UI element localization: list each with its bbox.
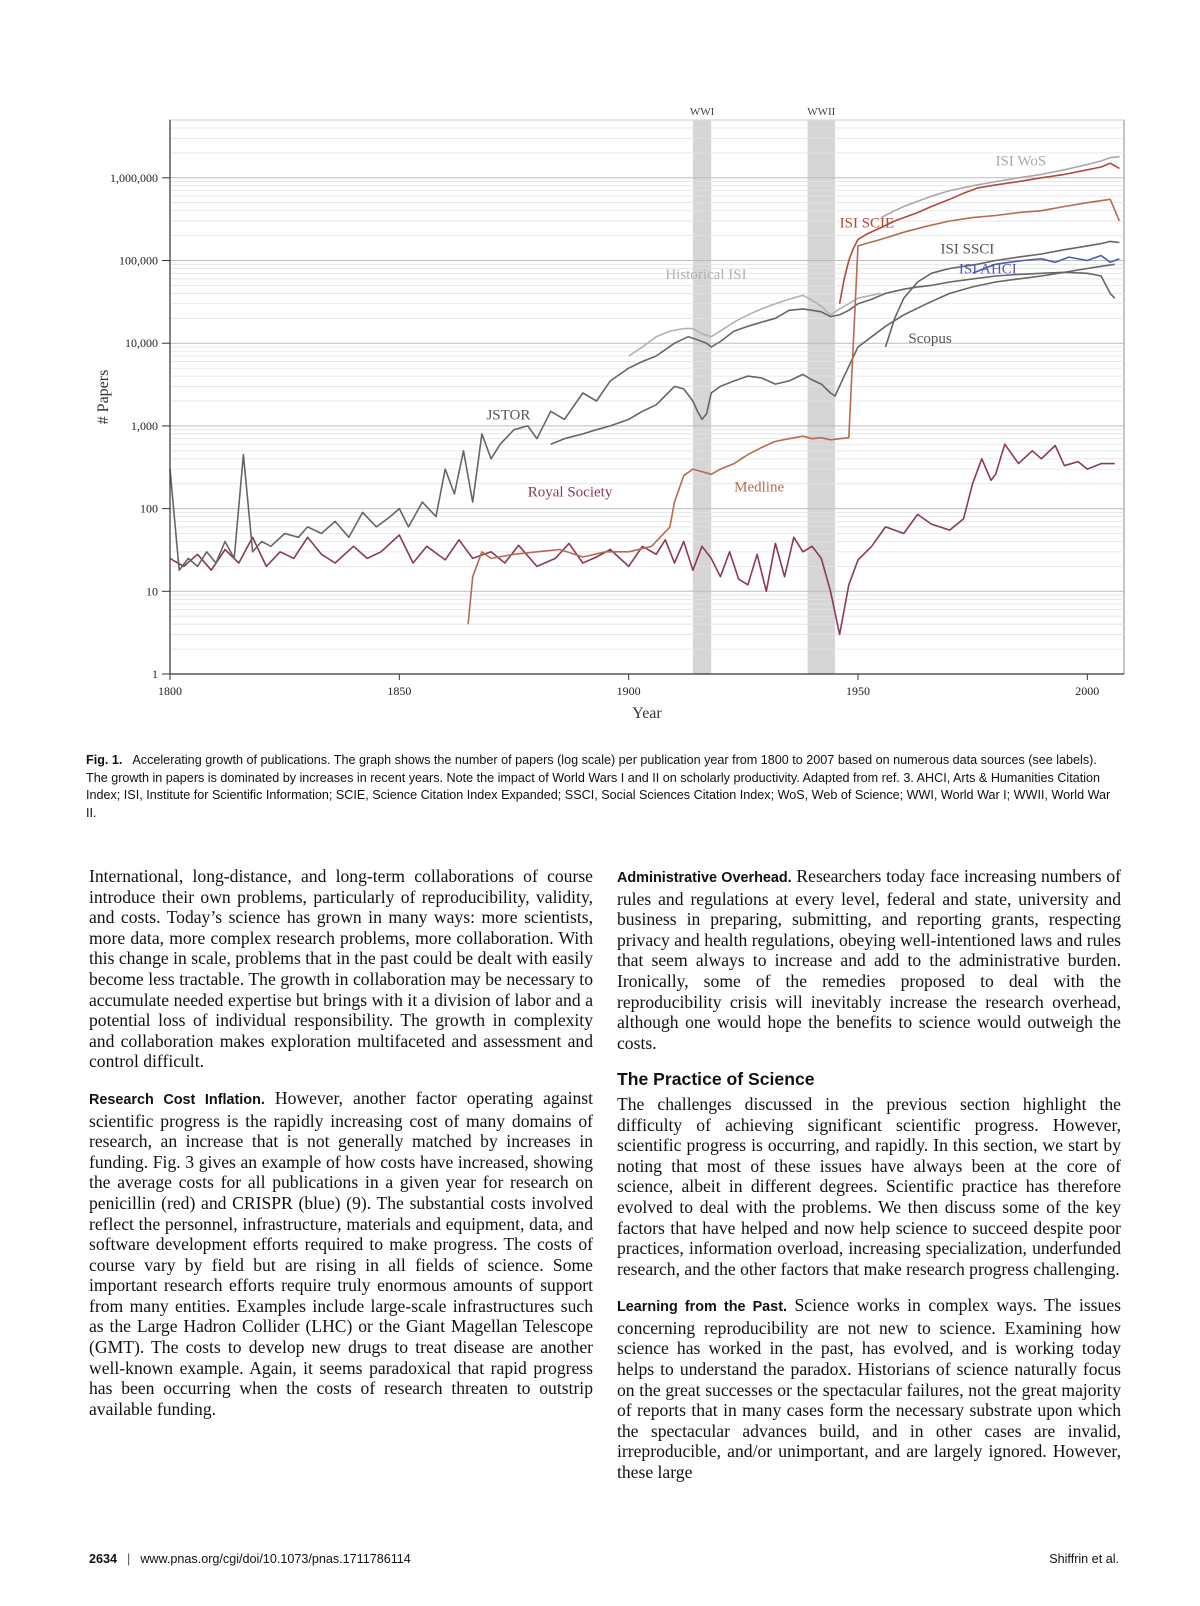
x-tick-label: 2000 — [1075, 684, 1100, 698]
series-label-medline: Medline — [734, 479, 785, 496]
figure-label: Fig. 1. — [86, 753, 123, 767]
doi-link[interactable]: www.pnas.org/cgi/doi/10.1073/pnas.1711786114 — [140, 1552, 411, 1566]
paragraph-text: However, another factor operating against scientific progress is the rapidly increasing cost of many domains of research, an increase that is not generally matched by increases in funding. Fig. 3 gives an example of how costs have increased, showing the average costs for all publications in a given year for research on penicillin (red) and CRISPR (blue) (9). The substantial costs involved reflect the personnel, infrastructure, materials and equipment, data, and software development efforts required to make progress. The costs of course vary by field but are rising in all fields of science. Some important research efforts require truly enormous amounts of support from many entities. Examples include large-scale infrastructures such as the Large Hadron Collider (LHC) or the Giant Magellan Telescope (GMT). The costs to develop new drugs to treat disease are another well-known example. Again, it seems paradoxical that rapid progress has been occurring when the costs of research threaten to outstrip available funding. — [89, 1087, 593, 1419]
paragraph-text: Science works in complex ways. The issues concerning reproducibility are not new to science. Examining how science has worked in the past, has evolved, and is working today helps to understand the paradox. Historians of science naturally focus on the great successes or the spectacular failures, not the great majority of reports that in many cases form the necessary substrate upon which the spectacular advances build, and in other cases are invalid, irreproducible, and/or unimportant, and are largely ignored. However, these large — [617, 1295, 1121, 1483]
y-tick-label: 10 — [146, 584, 158, 599]
y-tick-label: 10,000 — [125, 336, 158, 351]
y-tick-label: 100,000 — [119, 253, 158, 268]
y-tick-label: 100 — [140, 501, 158, 516]
page-footer — [89, 1552, 1119, 1566]
section-heading: The Practice of Science — [617, 1069, 815, 1090]
figure-caption — [86, 752, 1116, 822]
paragraph — [89, 1088, 593, 1420]
y-tick-label: 1,000 — [131, 418, 158, 433]
paragraph — [617, 1295, 1121, 1482]
x-tick-label: 1800 — [158, 684, 182, 698]
war-band-label: WWI — [689, 106, 715, 118]
publication-growth-chart — [0, 90, 1200, 750]
series-label-jstor: JSTOR — [486, 407, 531, 424]
paragraph — [617, 866, 1121, 1053]
y-tick-label: 1,000,000 — [110, 170, 158, 185]
x-tick-label: 1950 — [845, 684, 870, 698]
war-band-label: WWII — [807, 106, 836, 118]
y-tick-label: 1 — [152, 667, 158, 681]
series-label-scopus: Scopus — [908, 331, 952, 348]
page-number: 2634 — [89, 1552, 118, 1566]
footer-authors: Shiffrin et al. — [1049, 1552, 1119, 1566]
paragraph-text: Researchers today face increasing numbers of rules and regulations at every level, federal and state, university and business in preparing, submitting, and reporting grants, respecting privacy and health regulations, obeying well-intentioned laws and rules that seem always to increase and add to the administrative burden. Ironically, some of the remedies proposed to deal with the reproducibility crisis will inevitably increase the research overhead, although one would hope the benefits to science would outweigh the costs. — [617, 866, 1121, 1053]
series-label-isi-ahci: ISI AHCI — [958, 261, 1017, 278]
series-label-isi-scie: ISI SCIE — [839, 215, 895, 232]
paragraph: The challenges discussed in the previous section highlight the difficulty of achieving significant scientific progress. However, scientific progress is occurring, and rapidly. In this section, we start by noting that most of these issues have always been at the core of science, albeit in different degrees. Scientific practice has therefore evolved to deal with the problems. We then discuss some of the key factors that have helped and now help science to succeed despite poor practices, information overload, increasing specialization, underfunded research, and the other factors that make research progress challenging. — [617, 1093, 1121, 1279]
series-label-isi-ssci: ISI SSCI — [940, 241, 995, 258]
x-tick-label: 1850 — [387, 684, 412, 698]
runin-heading: Research Cost Inflation. — [89, 1091, 265, 1108]
x-axis-title: Year — [632, 705, 662, 722]
series-label-isi-wos: ISI WoS — [995, 153, 1047, 170]
runin-heading: Administrative Overhead. — [617, 870, 792, 886]
right-column — [617, 866, 1121, 1483]
caption-text: Accelerating growth of publications. The graph shows the number of papers (log scale) per publication year from 1800 to 2007 based on numerous data sources (see labels). The growth in papers is dominated by increases in recent years. Note the impact of World Wars I and II on scholarly productivity. Adapted from ref. 3. AHCI, Arts & Humanities Citation Index; ISI, Institute for Scientific Information; SCIE, Science Citation Index Expanded; SSCI, Social Sciences Citation Index; WoS, Web of Science; WWI, World War I; WWII, World War II. — [86, 753, 1111, 820]
left-column — [89, 866, 593, 1419]
series-label-royal-society: Royal Society — [527, 484, 613, 501]
x-tick-label: 1900 — [616, 684, 641, 698]
runin-heading: Learning from the Past. — [617, 1299, 787, 1316]
series-label-historical-isi: Historical ISI — [665, 266, 747, 283]
footer-separator: | — [127, 1552, 131, 1566]
y-axis-title: # Papers — [95, 369, 112, 425]
paragraph: International, long-distance, and long-term collaborations of course introduce their own problems, particularly of reproducibility, validity, and costs. Today’s science has grown in many ways: more scientists, more data, more complex research problems, more collaboration. With this change in scale, problems that in the past could be dealt with easily become less tractable. The growth in collaboration may be necessary to accumulate needed expertise but brings with it a division of labor and a potential loss of individual responsibility. The growth in complexity and collaboration makes exploration multifaceted and assessment and control difficult. — [89, 866, 593, 1072]
